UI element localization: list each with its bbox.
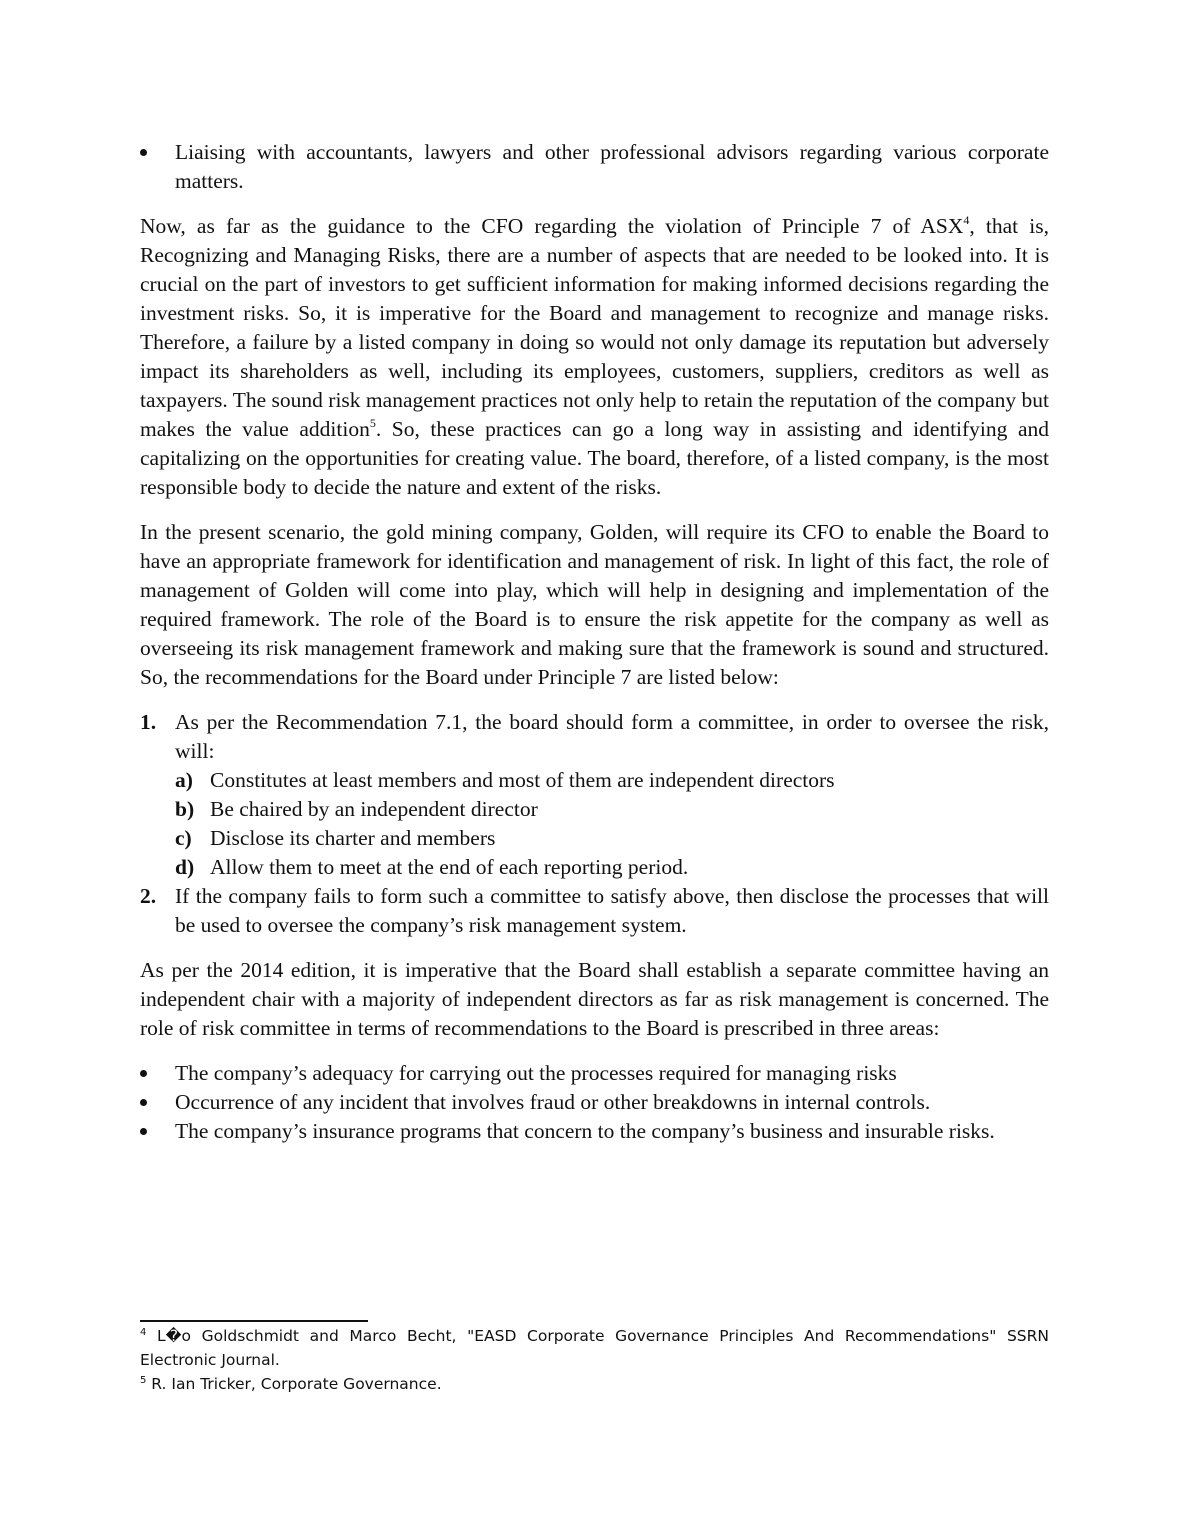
list-item bbox=[140, 708, 1049, 882]
document-body bbox=[140, 138, 1049, 1162]
footnote bbox=[140, 1324, 1049, 1372]
footnote-separator bbox=[140, 1320, 368, 1322]
list-item-text: The company’s adequacy for carrying out the processes required for managing risks bbox=[175, 1061, 897, 1085]
paragraph-2014-edition: As per the 2014 edition, it is imperative that the Board shall establish a separate committee having an independent chair with a majority of independent directors as far as risk management is concerned. The role of risk committee in terms of recommendations to the Board is prescribed in three areas: bbox=[140, 958, 1049, 1040]
list-item bbox=[140, 882, 1049, 940]
footnote-text: L�o Goldschmidt and Marco Becht, "EASD Corporate Governance Principles And Recommendations" SSRN Electronic Journal. bbox=[140, 1327, 1049, 1369]
bullet-list-bottom bbox=[140, 1059, 1049, 1146]
list-item bbox=[140, 1117, 1049, 1146]
list-item-text: The company’s insurance programs that concern to the company’s business and insurable risks. bbox=[175, 1119, 995, 1143]
list-letter: b) bbox=[175, 797, 195, 821]
list-letter: a) bbox=[175, 768, 193, 792]
bullet-list-top bbox=[140, 138, 1049, 196]
footnotes bbox=[140, 1320, 1049, 1396]
paragraph-principle-7 bbox=[140, 212, 1049, 502]
sub-list bbox=[175, 766, 1049, 882]
paragraph-golden-scenario: In the present scenario, the gold mining company, Golden, will require its CFO to enable the Board to have an appropriate framework for identification and management of risk. In light of this fact, the role of management of Golden will come into play, which will help in designing and implementation of the required framework. The role of the Board is to ensure the risk appetite for the company as well as overseeing its risk management framework and making sure that the framework is sound and structured. So, the recommendations for the Board under Principle 7 are listed below: bbox=[140, 520, 1049, 689]
bullet-icon bbox=[140, 1128, 147, 1135]
list-number: 2. bbox=[140, 884, 157, 908]
list-item-text: Liaising with accountants, lawyers and other professional advisors regarding various corporate matters. bbox=[175, 140, 1049, 193]
list-letter: c) bbox=[175, 826, 192, 850]
bullet-icon bbox=[140, 149, 147, 156]
sub-list-item-text: Disclose its charter and members bbox=[210, 826, 496, 850]
list-item bbox=[140, 1059, 1049, 1088]
recommendations-list bbox=[140, 708, 1049, 940]
sub-list-item bbox=[175, 795, 1049, 824]
footnote-mark: 5 bbox=[140, 1374, 147, 1386]
paragraph-text: . So, these practices can go a long way in assisting and identifying and capitalizing on the opportunities for creating value. The board, therefore, of a listed company, is the most responsible body to decide the nature and extent of the risks. bbox=[140, 417, 1049, 499]
sub-list-item bbox=[175, 853, 1049, 882]
sub-list-item bbox=[175, 766, 1049, 795]
list-item bbox=[140, 1088, 1049, 1117]
footnote-text: R. Ian Tricker, Corporate Governance. bbox=[146, 1375, 442, 1393]
bullet-icon bbox=[140, 1099, 147, 1106]
sub-list-item-text: Be chaired by an independent director bbox=[210, 797, 538, 821]
list-item-text: As per the Recommendation 7.1, the board should form a committee, in order to oversee the risk, will: bbox=[175, 710, 1049, 763]
footnote-mark: 4 bbox=[140, 1326, 147, 1338]
paragraph-text: Now, as far as the guidance to the CFO regarding the violation of Principle 7 of ASX bbox=[140, 214, 964, 238]
list-letter: d) bbox=[175, 855, 195, 879]
footnote-ref[interactable]: 4 bbox=[963, 212, 970, 227]
bullet-icon bbox=[140, 1070, 147, 1077]
paragraph-text: , that is, Recognizing and Managing Risks, there are a number of aspects that are needed to be looked into. It is crucial on the part of investors to get sufficient information for making informed decisions regarding the investment risks. So, it is imperative for the Board and management to recognize and manage risks. Therefore, a failure by a listed company in doing so would not only damage its reputation but adversely impact its shareholders as well, including its employees, customers, suppliers, creditors as well as taxpayers. The sound risk management practices not only help to retain the reputation of the company but makes the value addition bbox=[140, 214, 1049, 441]
list-item-text: If the company fails to form such a committee to satisfy above, then disclose the processes that will be used to oversee the company’s risk management system. bbox=[175, 884, 1049, 937]
footnote-ref[interactable]: 5 bbox=[369, 415, 376, 430]
sub-list-item-text: Allow them to meet at the end of each reporting period. bbox=[210, 855, 689, 879]
list-item-text: Occurrence of any incident that involves fraud or other breakdowns in internal controls. bbox=[175, 1090, 931, 1114]
sub-list-item bbox=[175, 824, 1049, 853]
list-number: 1. bbox=[140, 710, 157, 734]
list-item bbox=[140, 138, 1049, 196]
sub-list-item-text: Constitutes at least members and most of them are independent directors bbox=[210, 768, 835, 792]
footnote bbox=[140, 1372, 1049, 1396]
